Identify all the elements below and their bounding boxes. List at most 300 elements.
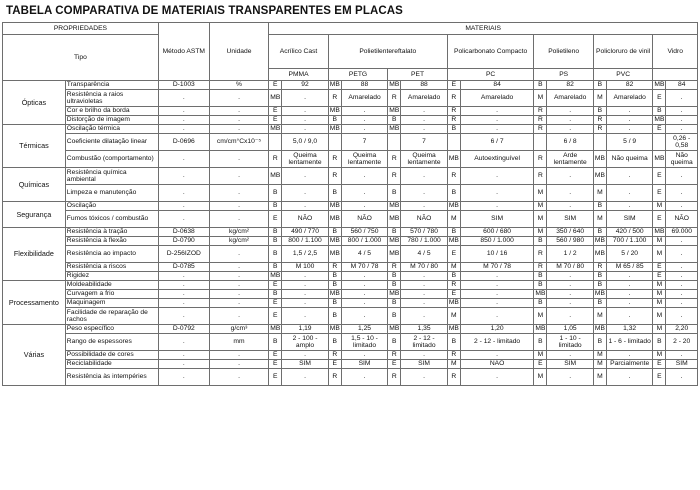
- rating-cell: MB: [593, 168, 606, 185]
- rating-cell: B: [328, 299, 341, 308]
- value-cell: 7: [341, 134, 388, 151]
- unit: .: [209, 272, 269, 281]
- value-cell: 84: [666, 81, 698, 90]
- rating-cell: MB: [269, 90, 282, 107]
- rating-cell: MB: [447, 151, 460, 168]
- rating-cell: R: [534, 151, 547, 168]
- value-cell: .: [460, 168, 534, 185]
- value-cell: 600 / 680: [460, 228, 534, 237]
- rating-cell: R: [388, 151, 401, 168]
- astm-method: D-0696: [158, 134, 209, 151]
- value-cell: .: [606, 272, 653, 281]
- rating-cell: B: [593, 281, 606, 290]
- abbr-vidro: [653, 69, 698, 81]
- property-name: Resistência à flexão: [65, 237, 158, 246]
- rating-cell: B: [328, 116, 341, 125]
- property-name: Peso específico: [65, 325, 158, 334]
- astm-method: .: [158, 202, 209, 211]
- rating-cell: B: [593, 81, 606, 90]
- value-cell: .: [460, 369, 534, 386]
- value-cell: .: [282, 351, 329, 360]
- rating-cell: M: [653, 290, 666, 299]
- value-cell: 1 / 2: [547, 246, 594, 263]
- value-cell: .: [666, 168, 698, 185]
- group-label: Térmicas: [3, 125, 66, 168]
- rating-cell: E: [269, 281, 282, 290]
- value-cell: 5,0 / 9,0: [282, 134, 329, 151]
- rating-cell: M: [653, 281, 666, 290]
- rating-cell: M: [653, 299, 666, 308]
- rating-cell: B: [447, 185, 460, 202]
- value-cell: .: [666, 281, 698, 290]
- astm-method: D-0790: [158, 237, 209, 246]
- astm-method: .: [158, 360, 209, 369]
- rating-cell: M: [653, 202, 666, 211]
- value-cell: .: [606, 125, 653, 134]
- rating-cell: MB: [329, 125, 340, 133]
- rating-cell: R: [388, 263, 401, 272]
- value-cell: .: [341, 369, 388, 386]
- rating-cell: R: [593, 116, 606, 125]
- table-row: [3, 228, 698, 237]
- rating-cell: B: [388, 334, 401, 351]
- rating-cell: MB: [329, 290, 340, 298]
- header-materiais: MATERIAIS: [269, 23, 698, 35]
- value-cell: .: [547, 185, 594, 202]
- value-cell: .: [606, 168, 653, 185]
- value-cell: 850 / 1.000: [460, 237, 534, 246]
- property-name: Resistência a raios ultravioletas: [65, 90, 158, 107]
- page-title: TABELA COMPARATIVA DE MATERIAIS TRANSPARENTES EM PLACAS: [6, 5, 403, 17]
- rating-cell: B: [447, 272, 460, 281]
- value-cell: .: [460, 125, 534, 134]
- rating-cell: M: [534, 185, 547, 202]
- rating-cell: MB: [594, 290, 605, 298]
- value-cell: 1,20: [460, 325, 534, 334]
- rating-cell: R: [328, 90, 341, 107]
- rating-cell: E: [447, 246, 460, 263]
- property-name: Cor e brilho da borda: [65, 107, 158, 116]
- rating-cell: B: [593, 202, 606, 211]
- rating-cell: M: [653, 308, 666, 325]
- astm-method: .: [158, 334, 209, 351]
- rating-cell: MB: [535, 325, 546, 333]
- rating-cell: R: [328, 151, 341, 168]
- table-row: [3, 125, 698, 134]
- value-cell: 2 - 20: [666, 334, 698, 351]
- rating-cell: MB: [654, 81, 665, 89]
- rating-cell: R: [447, 281, 460, 290]
- rating-cell: B: [269, 246, 282, 263]
- rating-cell: R: [593, 263, 606, 272]
- astm-method: .: [158, 116, 209, 125]
- rating-cell: M: [653, 325, 666, 334]
- value-cell: Amarelado: [341, 90, 388, 107]
- value-cell: 1 - 6 - limitado: [606, 334, 653, 351]
- table-row: [3, 334, 698, 351]
- value-cell: .: [341, 168, 388, 185]
- rating-cell: [653, 134, 666, 151]
- value-cell: .: [341, 202, 388, 211]
- rating-cell: MB: [389, 107, 400, 115]
- value-cell: .: [666, 202, 698, 211]
- rating-cell: MB: [389, 125, 400, 133]
- rating-cell: M: [593, 360, 606, 369]
- value-cell: .: [547, 116, 594, 125]
- rating-cell: B: [269, 263, 282, 272]
- header-tipo: Tipo: [3, 35, 159, 81]
- astm-method: .: [158, 351, 209, 360]
- value-cell: 1,05: [547, 325, 594, 334]
- value-cell: .: [401, 185, 448, 202]
- rating-cell: MB: [389, 202, 400, 210]
- table-row: [3, 81, 698, 90]
- value-cell: .: [341, 272, 388, 281]
- rating-cell: R: [534, 116, 547, 125]
- rating-cell: MB: [388, 211, 401, 228]
- rating-cell: E: [269, 308, 282, 325]
- rating-cell: R: [388, 168, 401, 185]
- value-cell: .: [401, 351, 448, 360]
- value-cell: 560 / 980: [547, 237, 594, 246]
- property-name: Rigidez: [65, 272, 158, 281]
- rating-cell: E: [269, 81, 282, 90]
- value-cell: Parcialmente: [606, 360, 653, 369]
- value-cell: 82: [606, 81, 653, 90]
- value-cell: .: [606, 107, 653, 116]
- rating-cell: B: [269, 334, 282, 351]
- table-body: [3, 23, 698, 386]
- unit: mm: [209, 334, 269, 351]
- rating-cell: MB: [389, 325, 400, 333]
- value-cell: .: [401, 299, 448, 308]
- value-cell: Amarelado: [606, 90, 653, 107]
- rating-cell: E: [653, 360, 666, 369]
- value-cell: Arde lentamente: [547, 151, 594, 168]
- rating-cell: B: [388, 185, 401, 202]
- value-cell: M 70 / 78: [341, 263, 388, 272]
- rating-cell: B: [269, 202, 282, 211]
- value-cell: .: [401, 125, 448, 134]
- value-cell: .: [666, 299, 698, 308]
- table-row: [3, 351, 698, 360]
- astm-method: .: [158, 211, 209, 228]
- value-cell: 6 / 7: [460, 134, 534, 151]
- rating-cell: MB: [654, 116, 665, 124]
- value-cell: .: [341, 299, 388, 308]
- rating-cell: B: [593, 107, 606, 116]
- value-cell: .: [460, 351, 534, 360]
- rating-cell: M: [534, 202, 547, 211]
- property-name: Transparência: [65, 81, 158, 90]
- value-cell: 2 - 100 - amplo: [282, 334, 329, 351]
- rating-cell: E: [653, 263, 666, 272]
- rating-cell: B: [534, 281, 547, 290]
- value-cell: 780 / 1.000: [401, 237, 448, 246]
- rating-cell: MB: [535, 290, 546, 298]
- rating-cell: MB: [329, 107, 340, 115]
- value-cell: Amarelado: [401, 90, 448, 107]
- value-cell: SIM: [547, 360, 594, 369]
- value-cell: 5 / 9: [606, 134, 653, 151]
- abbr-pvc: PVC: [593, 69, 653, 81]
- rating-cell: B: [269, 237, 282, 246]
- property-name: Distorção de imagem: [65, 116, 158, 125]
- value-cell: Queima lentamente: [341, 151, 388, 168]
- rating-cell: MB: [389, 237, 400, 245]
- rating-cell: M: [593, 211, 606, 228]
- property-name: Moldeabilidade: [65, 281, 158, 290]
- value-cell: 1 - 10 - limitado: [547, 334, 594, 351]
- astm-method: .: [158, 272, 209, 281]
- unit: .: [209, 185, 269, 202]
- rating-cell: B: [328, 228, 341, 237]
- value-cell: .: [460, 107, 534, 116]
- rating-cell: E: [447, 81, 460, 90]
- rating-cell: E: [653, 125, 666, 134]
- material-acrilico: Acrílico Cast: [269, 35, 329, 69]
- abbr-petg: PETG: [328, 69, 388, 81]
- rating-cell: B: [388, 272, 401, 281]
- value-cell: 2 - 12 - limitado: [401, 334, 448, 351]
- unit: .: [209, 281, 269, 290]
- rating-cell: R: [593, 125, 606, 134]
- rating-cell: R: [534, 125, 547, 134]
- rating-cell: E: [534, 360, 547, 369]
- property-name: Possibilidade de cores: [65, 351, 158, 360]
- astm-method: .: [158, 185, 209, 202]
- rating-cell: B: [447, 228, 460, 237]
- value-cell: .: [606, 299, 653, 308]
- abbr-pc: PC: [447, 69, 534, 81]
- rating-cell: MB: [653, 151, 666, 168]
- value-cell: .: [460, 185, 534, 202]
- rating-cell: B: [534, 334, 547, 351]
- value-cell: Queima lentamente: [401, 151, 448, 168]
- unit: .: [209, 308, 269, 325]
- value-cell: 92: [282, 81, 329, 90]
- value-cell: .: [606, 116, 653, 125]
- value-cell: 2,20: [666, 325, 698, 334]
- astm-method: D-0638: [158, 228, 209, 237]
- value-cell: NÃO: [282, 211, 329, 228]
- value-cell: Amarelado: [547, 90, 594, 107]
- rating-cell: M: [593, 185, 606, 202]
- value-cell: .: [401, 202, 448, 211]
- rating-cell: M: [534, 308, 547, 325]
- rating-cell: E: [653, 90, 666, 107]
- unit: g/cm³: [209, 325, 269, 334]
- value-cell: SIM: [606, 211, 653, 228]
- value-cell: 0,26 - 0,58: [666, 134, 698, 151]
- rating-cell: B: [388, 228, 401, 237]
- astm-method: D-1003: [158, 81, 209, 90]
- table-row: [3, 185, 698, 202]
- property-name: Fumos tóxicos / combustão: [65, 211, 158, 228]
- rating-cell: MB: [329, 237, 340, 245]
- rating-cell: E: [269, 211, 282, 228]
- value-cell: .: [547, 272, 594, 281]
- material-policarbonato: Policarbonato Compacto: [447, 35, 534, 69]
- value-cell: NÃO: [460, 360, 534, 369]
- property-name: Facilidade de reparação de rachos: [65, 308, 158, 325]
- rating-cell: B: [269, 290, 282, 299]
- rating-cell: R: [388, 90, 401, 107]
- rating-cell: E: [447, 290, 460, 299]
- rating-cell: R: [447, 116, 460, 125]
- rating-cell: B: [328, 272, 341, 281]
- value-cell: 490 / 770: [282, 228, 329, 237]
- astm-method: .: [158, 369, 209, 386]
- rating-cell: M: [534, 228, 547, 237]
- value-cell: 69.000: [666, 228, 698, 237]
- value-cell: 1,35: [401, 325, 448, 334]
- rating-cell: E: [653, 168, 666, 185]
- rating-cell: MB: [448, 299, 459, 307]
- value-cell: .: [547, 281, 594, 290]
- abbr-pet: PET: [388, 69, 448, 81]
- value-cell: .: [547, 107, 594, 116]
- rating-cell: MB: [329, 202, 340, 210]
- value-cell: 1,25: [341, 325, 388, 334]
- group-label: Várias: [3, 325, 66, 386]
- unit: .: [209, 351, 269, 360]
- unit: .: [209, 168, 269, 185]
- value-cell: .: [460, 299, 534, 308]
- rating-cell: MB: [654, 228, 665, 236]
- rating-cell: MB: [594, 237, 605, 245]
- value-cell: .: [282, 168, 329, 185]
- rating-cell: MB: [270, 125, 281, 133]
- rating-cell: M: [653, 351, 666, 360]
- value-cell: M 70 / 78: [460, 263, 534, 272]
- property-name: Rango de espessores: [65, 334, 158, 351]
- value-cell: .: [282, 125, 329, 134]
- rating-cell: E: [269, 369, 282, 386]
- value-cell: 560 / 750: [341, 228, 388, 237]
- value-cell: .: [547, 290, 594, 299]
- value-cell: .: [460, 308, 534, 325]
- value-cell: .: [460, 116, 534, 125]
- value-cell: .: [282, 299, 329, 308]
- property-name: Limpeza e manutenção: [65, 185, 158, 202]
- table-row: [3, 211, 698, 228]
- value-cell: .: [401, 272, 448, 281]
- value-cell: Não queima: [666, 151, 698, 168]
- astm-method: .: [158, 290, 209, 299]
- rating-cell: MB: [329, 325, 340, 333]
- property-name: Resistência química ambiental: [65, 168, 158, 185]
- rating-cell: MB: [328, 211, 341, 228]
- value-cell: 350 / 640: [547, 228, 594, 237]
- rating-cell: B: [593, 228, 606, 237]
- rating-cell: E: [388, 360, 401, 369]
- value-cell: .: [666, 272, 698, 281]
- value-cell: .: [547, 351, 594, 360]
- rating-cell: B: [269, 185, 282, 202]
- unit: .: [209, 125, 269, 134]
- unit: .: [209, 263, 269, 272]
- unit: %: [209, 81, 269, 90]
- rating-cell: B: [388, 281, 401, 290]
- rating-cell: M: [653, 237, 666, 246]
- value-cell: .: [547, 308, 594, 325]
- table-row: [3, 369, 698, 386]
- value-cell: .: [282, 281, 329, 290]
- property-name: Coeficiente dilatação linear: [65, 134, 158, 151]
- table-row: [3, 246, 698, 263]
- value-cell: .: [666, 107, 698, 116]
- table-row: [3, 107, 698, 116]
- table-row: [3, 151, 698, 168]
- group-label: Químicas: [3, 168, 66, 202]
- value-cell: SIM: [547, 211, 594, 228]
- unit: .: [209, 360, 269, 369]
- value-cell: M 70 / 80: [547, 263, 594, 272]
- value-cell: .: [282, 90, 329, 107]
- unit: .: [209, 90, 269, 107]
- value-cell: .: [401, 369, 448, 386]
- unit: .: [209, 107, 269, 116]
- value-cell: .: [606, 281, 653, 290]
- unit: .: [209, 290, 269, 299]
- rating-cell: M: [593, 90, 606, 107]
- value-cell: .: [341, 290, 388, 299]
- rating-cell: M: [534, 369, 547, 386]
- table-row: [3, 263, 698, 272]
- rating-cell: MB: [389, 81, 400, 89]
- unit: kg/cm²: [209, 228, 269, 237]
- comparison-table: [2, 22, 698, 386]
- header-unidade: Unidade: [209, 23, 269, 81]
- property-name: Oscilação: [65, 202, 158, 211]
- value-cell: .: [460, 281, 534, 290]
- material-pvc: Policloruro de vinil: [593, 35, 653, 69]
- material-polietilentereftalato: Polietilentereftalato: [328, 35, 447, 69]
- property-name: Resistência a riscos: [65, 263, 158, 272]
- value-cell: 2 - 12 - limitado: [460, 334, 534, 351]
- rating-cell: MB: [328, 246, 341, 263]
- rating-cell: B: [593, 299, 606, 308]
- value-cell: .: [282, 369, 329, 386]
- astm-method: .: [158, 299, 209, 308]
- value-cell: 800 / 1.000: [341, 237, 388, 246]
- unit: .: [209, 116, 269, 125]
- value-cell: .: [666, 369, 698, 386]
- rating-cell: [388, 134, 401, 151]
- value-cell: .: [666, 90, 698, 107]
- value-cell: .: [666, 185, 698, 202]
- rating-cell: [593, 134, 606, 151]
- value-cell: 88: [341, 81, 388, 90]
- value-cell: .: [606, 351, 653, 360]
- rating-cell: E: [269, 116, 282, 125]
- value-cell: SIM: [460, 211, 534, 228]
- value-cell: .: [401, 168, 448, 185]
- rating-cell: MB: [329, 81, 340, 89]
- rating-cell: R: [534, 107, 547, 116]
- rating-cell: E: [328, 360, 341, 369]
- value-cell: 82: [547, 81, 594, 90]
- value-cell: .: [460, 202, 534, 211]
- value-cell: .: [460, 272, 534, 281]
- rating-cell: R: [269, 151, 282, 168]
- value-cell: 4 / 5: [401, 246, 448, 263]
- value-cell: Não queima: [606, 151, 653, 168]
- rating-cell: [534, 134, 547, 151]
- rating-cell: MB: [593, 151, 606, 168]
- value-cell: .: [341, 281, 388, 290]
